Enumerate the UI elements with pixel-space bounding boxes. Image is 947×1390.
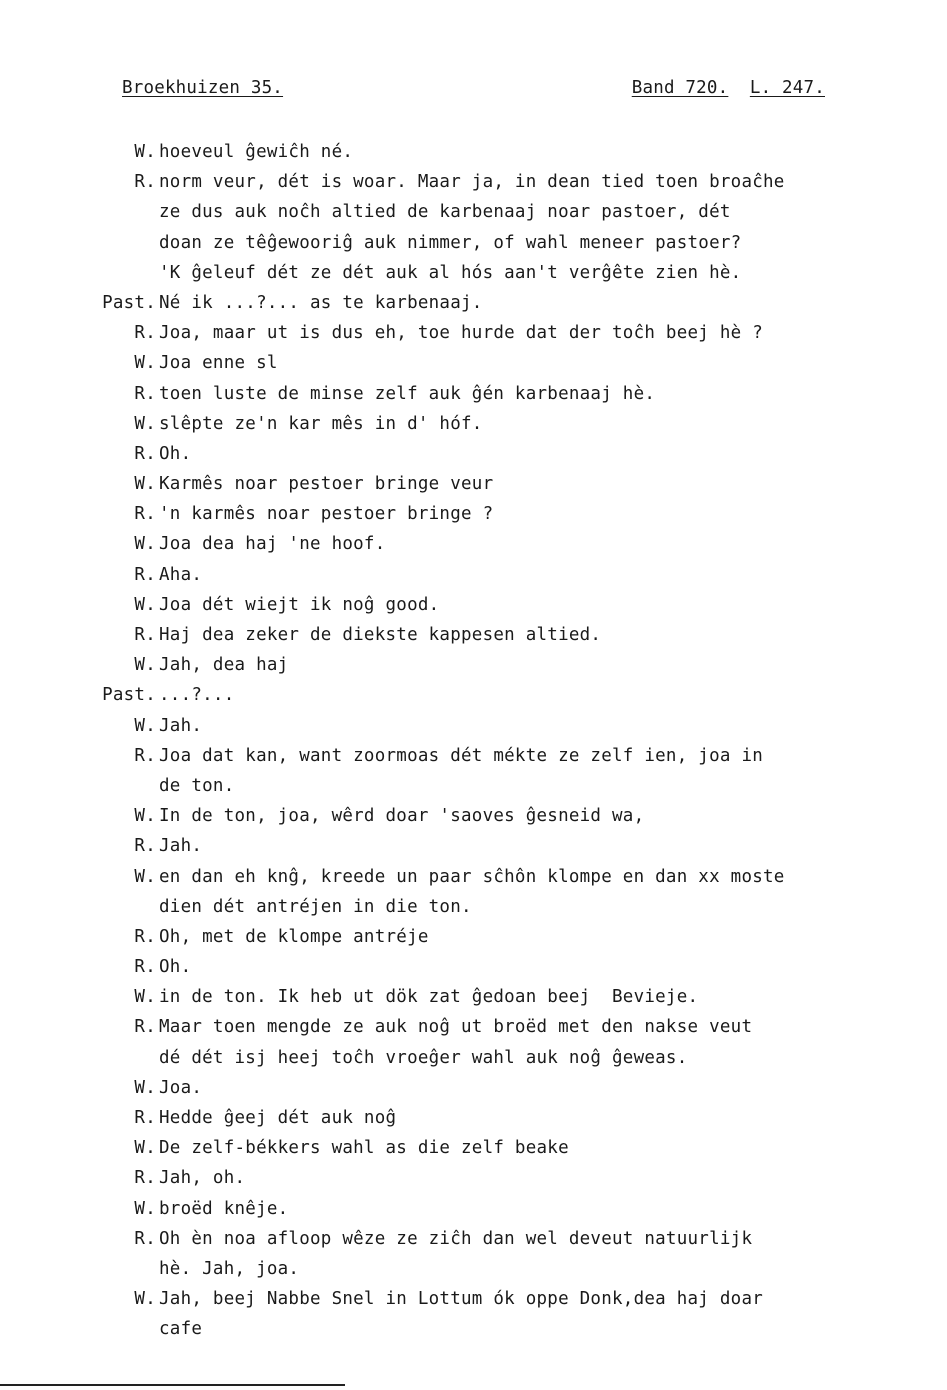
speaker-label: W. <box>134 1077 156 1098</box>
transcript-line <box>0 228 947 258</box>
transcript-line <box>0 1314 947 1344</box>
line-text: De zelf-békkers wahl as die zelf beake <box>159 1138 569 1159</box>
transcript-line <box>0 1133 947 1163</box>
speaker-label: R. <box>134 504 156 525</box>
speaker-label: W. <box>134 1198 156 1219</box>
transcript-line <box>0 620 947 650</box>
speaker-label: W. <box>134 806 156 827</box>
speaker-label: R. <box>134 1168 156 1189</box>
line-text: Oh èn noa afloop wêze ze ziĉh dan wel deveut natuurlijk <box>159 1228 753 1249</box>
transcript-line <box>0 499 947 529</box>
transcript-line <box>0 167 947 197</box>
transcript-line <box>0 258 947 288</box>
transcript-line <box>0 952 947 982</box>
transcript-line <box>0 469 947 499</box>
line-text: de ton. <box>159 775 235 796</box>
transcript-line <box>0 1254 947 1284</box>
transcript-line <box>0 771 947 801</box>
line-text: slêpte ze'n kar mês in d' hóf. <box>159 413 483 434</box>
transcript-line <box>0 922 947 952</box>
line-text: Joa enne sl <box>159 353 278 374</box>
line-text: Joa dét wiejt ik noĝ good. <box>159 594 440 615</box>
line-text: Karmês noar pestoer bringe veur <box>159 474 494 495</box>
transcript-line <box>0 529 947 559</box>
speaker-label: W. <box>134 987 156 1008</box>
transcript-line <box>0 197 947 227</box>
line-text: Hedde ĝeej dét auk noĝ <box>159 1108 397 1128</box>
line-text: toen luste de minse zelf auk ĝén karbenaaj hè. <box>159 383 656 404</box>
line-text: Joa dat kan, want zoormoas dét mékte ze zelf ien, joa in <box>159 745 764 766</box>
speaker-label: W. <box>134 142 156 162</box>
line-text: doan ze têĝewooriĝ auk nimmer, of wahl meneer pastoer? <box>159 232 742 253</box>
line-text: Jah. <box>159 715 203 736</box>
line-text: Aha. <box>159 564 203 585</box>
transcript-line <box>0 348 947 378</box>
transcript-line <box>0 1043 947 1073</box>
transcript-line <box>0 1103 947 1133</box>
transcript-line <box>0 741 947 771</box>
speaker-label: R. <box>134 745 156 766</box>
speaker-label: R. <box>134 1108 156 1128</box>
transcript-line <box>0 1224 947 1254</box>
speaker-label: W. <box>134 353 156 374</box>
line-text: in de ton. Ik heb ut dök zat ĝedoan beej Bevieje. <box>159 987 699 1008</box>
header-location: Broekhuizen 35. <box>122 78 284 98</box>
speaker-label: Past. <box>102 685 156 706</box>
transcript-line <box>0 680 947 710</box>
bottom-rule <box>0 1384 345 1386</box>
line-text: In de ton, joa, wêrd doar 'saoves ĝesneid wa, <box>159 806 645 827</box>
speaker-label: R. <box>134 383 156 404</box>
speaker-label: R. <box>134 323 156 344</box>
line-text: Jah. <box>159 836 203 857</box>
line-text: norm veur, dét is woar. Maar ja, in dean tied toen broaĉhe <box>159 172 785 193</box>
transcript <box>0 137 947 1345</box>
speaker-label: W. <box>134 1138 156 1159</box>
speaker-label: W. <box>134 594 156 615</box>
transcript-line <box>0 439 947 469</box>
transcript-line <box>0 590 947 620</box>
transcript-line <box>0 1073 947 1103</box>
transcript-line <box>0 1284 947 1314</box>
line-text: Jah, beej Nabbe Snel in Lottum ók oppe Donk,dea haj doar <box>159 1289 764 1310</box>
speaker-label: W. <box>134 715 156 736</box>
transcript-line <box>0 831 947 861</box>
transcript-line <box>0 409 947 439</box>
speaker-label: W. <box>134 655 156 676</box>
transcript-line <box>0 892 947 922</box>
line-text: Maar toen mengde ze auk noĝ ut broëd met den nakse veut <box>159 1017 753 1038</box>
line-text: Jah, dea haj <box>159 655 289 676</box>
line-text: Haj dea zeker de diekste kappesen altied. <box>159 625 602 645</box>
line-text: Né ik ...?... as te karbenaaj. <box>159 292 483 313</box>
speaker-label: Past. <box>102 292 156 313</box>
line-text: 'n karmês noar pestoer bringe ? <box>159 504 494 525</box>
speaker-label: R. <box>134 957 156 978</box>
speaker-label: R. <box>134 1017 156 1038</box>
speaker-label: W. <box>134 1289 156 1310</box>
line-text: Joa dea haj 'ne hoof. <box>159 534 386 555</box>
transcript-line <box>0 711 947 741</box>
line-text: en dan eh knĝ, kreede un paar sĉhôn klompe en dan xx moste <box>159 866 785 887</box>
line-text: cafe <box>159 1319 203 1340</box>
speaker-label: W. <box>134 413 156 434</box>
line-text: Jah, oh. <box>159 1168 246 1189</box>
transcript-line <box>0 801 947 831</box>
line-text: ze dus auk noĉh altied de karbenaaj noar pastoer, dét <box>159 202 731 223</box>
header-reference <box>632 78 825 98</box>
transcript-line <box>0 560 947 590</box>
speaker-label: R. <box>134 564 156 585</box>
line-text: broëd knêje. <box>159 1198 289 1219</box>
speaker-label: W. <box>134 474 156 495</box>
line-text: Oh, met de klompe antréje <box>159 926 429 947</box>
line-text: hoeveul ĝewiĉh né. <box>159 142 354 162</box>
transcript-line <box>0 379 947 409</box>
header-band: Band 720. <box>631 78 729 98</box>
line-text: ...?... <box>159 685 235 706</box>
speaker-label: R. <box>134 625 156 645</box>
speaker-label: R. <box>134 443 156 464</box>
transcript-line <box>0 1012 947 1042</box>
line-text: 'K ĝeleuf dét ze dét auk al hós aan't verĝête zien hè. <box>159 262 742 283</box>
line-text: dien dét antréjen in die ton. <box>159 896 472 917</box>
transcript-line <box>0 982 947 1012</box>
transcript-line <box>0 137 947 167</box>
transcript-line <box>0 288 947 318</box>
speaker-label: R. <box>134 926 156 947</box>
speaker-label: W. <box>134 534 156 555</box>
line-text: Oh. <box>159 957 192 978</box>
line-text: Joa, maar ut is dus eh, toe hurde dat der toĉh beej hè ? <box>159 323 764 344</box>
transcript-line <box>0 1194 947 1224</box>
line-text: Oh. <box>159 443 192 464</box>
header-leaf: L. 247. <box>749 78 825 98</box>
transcript-line <box>0 318 947 348</box>
speaker-label: R. <box>134 836 156 857</box>
line-text: Joa. <box>159 1077 203 1098</box>
transcript-line <box>0 862 947 892</box>
line-text: hè. Jah, joa. <box>159 1258 300 1279</box>
transcript-line <box>0 650 947 680</box>
speaker-label: W. <box>134 866 156 887</box>
speaker-label: R. <box>134 172 156 193</box>
line-text: dé dét isj heej toĉh vroeĝer wahl auk noĝ ĝeweas. <box>159 1047 688 1068</box>
speaker-label: R. <box>134 1228 156 1249</box>
transcript-line <box>0 1163 947 1193</box>
